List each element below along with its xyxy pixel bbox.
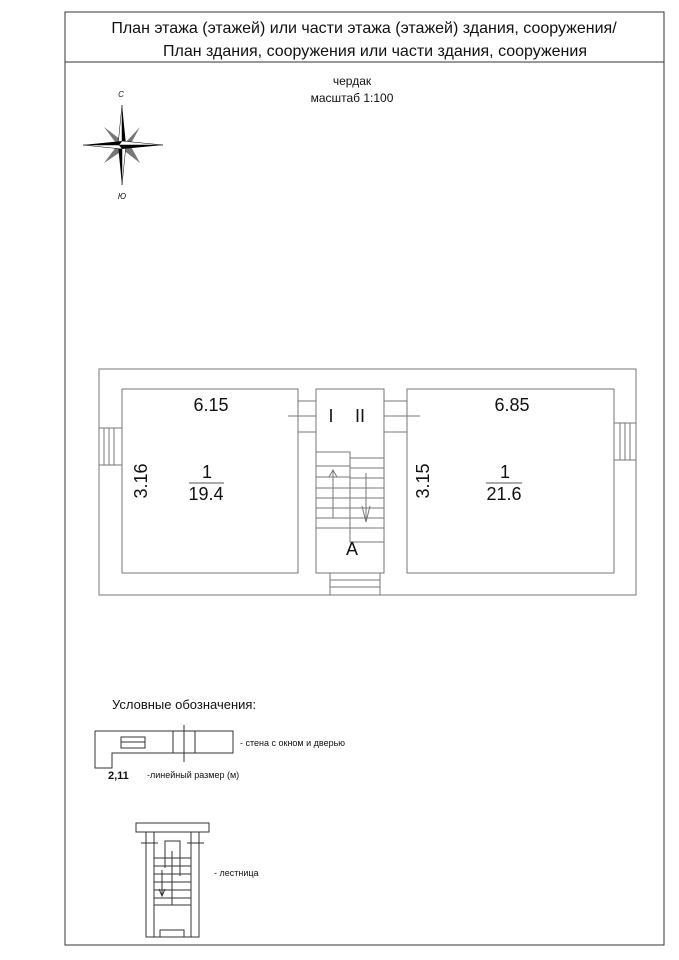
room-2-height: 3.15: [413, 463, 433, 499]
room-2-number: 1: [499, 462, 511, 482]
legend: [95, 697, 345, 937]
stair-letter: А: [345, 539, 359, 559]
room-2-area: 21.6: [486, 484, 522, 504]
compass-rose-icon: [83, 90, 163, 201]
room-1-width: 6.15: [193, 395, 229, 415]
door-right: [384, 401, 420, 432]
compass-north: С: [118, 90, 124, 99]
room-1-number: 1: [201, 462, 213, 482]
building-plan: [99, 369, 636, 595]
legend-dim-text: -линейный размер (м): [147, 770, 240, 780]
header-line-1: План этажа (этажей) или части этажа (этажей) здания, сооружения/: [111, 20, 617, 37]
room-2: [407, 389, 614, 573]
compass-south: Ю: [117, 192, 127, 201]
legend-stair-text: - лестница: [214, 868, 259, 878]
room-1-area: 19.4: [188, 484, 224, 504]
stair-label-i: I: [328, 406, 334, 426]
stair-label-ii: II: [354, 406, 366, 426]
room-2-width: 6.85: [494, 395, 530, 415]
header-line-2: План здания, сооружения или части здания, сооружения: [163, 43, 587, 60]
scale-label: масштаб 1:100: [310, 91, 394, 105]
legend-wall-symbol: [95, 725, 233, 768]
legend-stair-symbol: [136, 823, 209, 937]
room-1-height: 3.16: [131, 463, 151, 499]
window-left: [99, 428, 122, 465]
door-left: [288, 401, 316, 432]
floor-label: чердак: [332, 74, 372, 88]
legend-wall-text: - стена с окном и дверью: [240, 738, 346, 748]
legend-title: Условные обозначения:: [112, 697, 257, 712]
stair-flights: [316, 452, 384, 595]
window-right: [614, 423, 636, 460]
legend-dim-value: 2,11: [108, 770, 129, 782]
